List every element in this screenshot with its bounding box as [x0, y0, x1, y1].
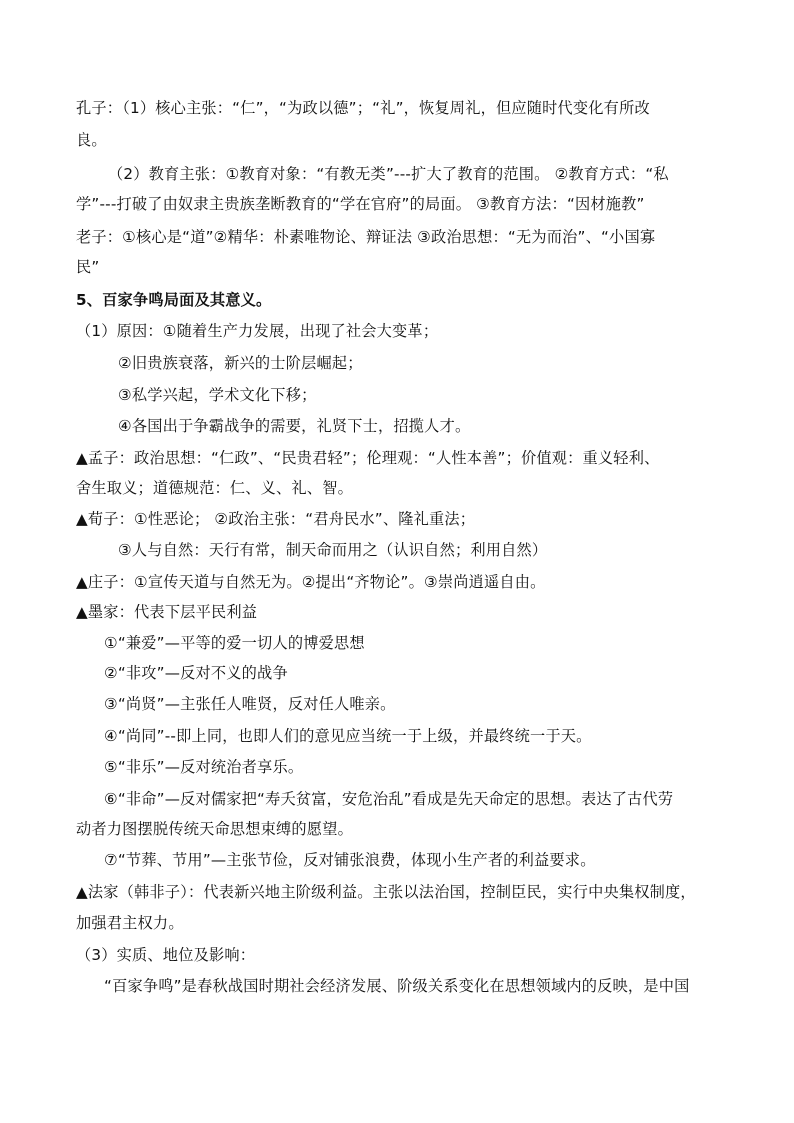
text-line: “百家争鸣”是春秋战国时期社会经济发展、阶级关系变化在思想领域内的反映，是中国	[104, 977, 690, 995]
text-line: ▲法家（韩非子）：代表新兴地主阶级利益。主张以法治国，控制臣民，实行中央集权制度，	[76, 883, 696, 901]
text-line: ④各国出于争霸战争的需要，礼贤下士，招揽人才。	[118, 417, 471, 435]
text-line: ②旧贵族衰落，新兴的士阶层崛起；	[118, 354, 363, 372]
text-line: ▲孟子：政治思想：“仁政”、“民贵君轻”；伦理观：“人性本善”；价值观：重义轻利、	[76, 449, 660, 467]
text-line: （2）教育主张：①教育对象：“有教无类”---扩大了教育的范围。 ②教育方式：“私	[108, 165, 669, 183]
text-line: ③“尚贤”—主张任人唯贤，反对任人唯亲。	[104, 695, 396, 713]
text-line: ①“兼爱”—平等的爱一切人的博爱思想	[104, 634, 365, 652]
text-line: 加强君主权力。	[76, 914, 184, 932]
text-line: 民”	[76, 258, 100, 276]
text-line: ⑤“非乐”—反对统治者享乐。	[104, 758, 304, 776]
text-line: 学”---打破了由奴隶主贵族垄断教育的“学在官府”的局面。 ③教育方法：“因材施教”	[76, 195, 645, 213]
section-heading: 5、百家争鸣局面及其意义。	[76, 291, 272, 309]
text-line: 良。	[76, 131, 107, 149]
text-line: ④“尚同”--即上同，也即人们的意见应当统一于上级，并最终统一于天。	[104, 727, 592, 745]
text-line: 动者力图摆脱传统天命思想束缚的愿望。	[76, 820, 353, 838]
text-line: 老子：①核心是“道”②精华：朴素唯物论、辩证法 ③政治思想：“无为而治”、“小国寡	[76, 228, 656, 246]
text-line: （1）原因：①随着生产力发展，出现了社会大变革；	[76, 322, 439, 340]
text-line: （3）实质、地位及影响：	[76, 946, 256, 964]
text-line: ▲墨家：代表下层平民利益	[76, 603, 258, 621]
text-line: 孔子：（1）核心主张：“仁”，“为政以德”；“礼”，恢复周礼，但应随时代变化有所改	[76, 99, 650, 117]
text-line: ▲庄子：①宣传天道与自然无为。②提出“齐物论”。③崇尚逍遥自由。	[76, 573, 546, 591]
text-line: ③私学兴起，学术文化下移；	[118, 386, 317, 404]
text-line: ⑥“非命”—反对儒家把“寿夭贫富，安危治乱”看成是先天命定的思想。表达了古代劳	[104, 790, 674, 808]
text-line: ▲荀子：①性恶论； ②政治主张：“君舟民水”、隆礼重法；	[76, 510, 476, 528]
text-line: ⑦“节葬、节用”—主张节俭，反对铺张浪费，体现小生产者的利益要求。	[104, 851, 596, 869]
text-line: 舍生取义；道德规范：仁、义、礼、智。	[76, 479, 353, 497]
text-line: ③人与自然：天行有常，制天命而用之（认识自然；利用自然）	[118, 541, 548, 559]
text-line: ②“非攻”—反对不义的战争	[104, 664, 288, 682]
